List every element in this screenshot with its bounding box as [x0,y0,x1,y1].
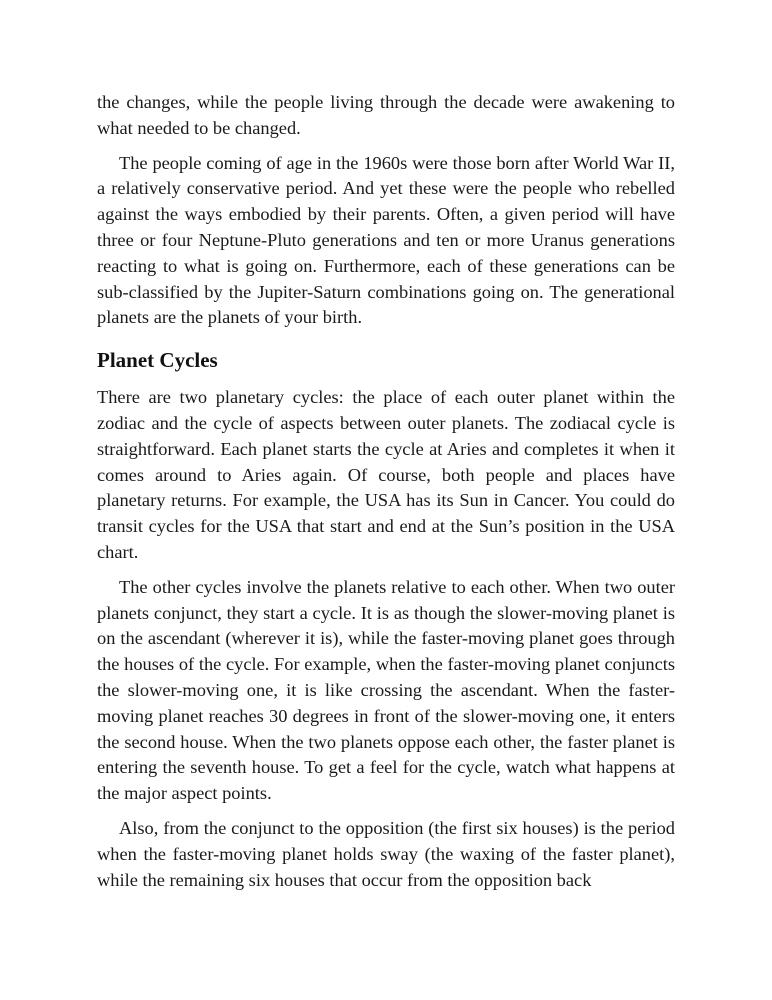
paragraph-generations: The people coming of age in the 1960s were those born after World War II, a relatively conservative period. And yet these were the people who rebelled against the ways embodied by their parents. Often, a given period will have three or four Neptune-Pluto generations and ten or more Uranus generations reacting to what is going on. Furthermore, each of these generations can be sub-classified by the Jupiter-Saturn combinations going on. The generational planets are the planets of your birth. [97,152,675,328]
page-body [97,90,675,902]
paragraph-planetary-cycles: There are two planetary cycles: the place of each outer planet within the zodiac and the cycle of aspects between outer planets. The zodiacal cycle is straightforward. Each planet starts the cycle at Aries and completes it when it comes around to Aries again. Of course, both people and places have planetary returns. For example, the USA has its Sun in Cancer. You could do transit cycles for the USA that start and end at the Sun’s position in the USA chart. [97,387,675,562]
paragraph-continuation: the changes, while the people living through the decade were awakening to what needed to be changed. [97,92,675,138]
paragraph-waxing: Also, from the conjunct to the opposition (the first six houses) is the period when the faster-moving planet holds sway (the waxing of the faster planet), while the remaining six houses that occur from the opposition back [97,817,675,890]
section-heading: Planet Cycles [97,348,218,373]
paragraph-relative-cycles: The other cycles involve the planets relative to each other. When two outer planets conjunct, they start a cycle. It is as though the slower-moving planet is on the ascendant (wherever it is), while the faster-moving planet goes through the houses of the cycle. For example, when the faster-moving planet conjuncts the slower-moving one, it is like crossing the ascendant. When the faster-moving planet reaches 30 degrees in front of the slower-moving one, it enters the second house. When the two planets oppose each other, the faster planet is entering the seventh house. To get a feel for the cycle, watch what happens at the major aspect points. [97,576,675,804]
